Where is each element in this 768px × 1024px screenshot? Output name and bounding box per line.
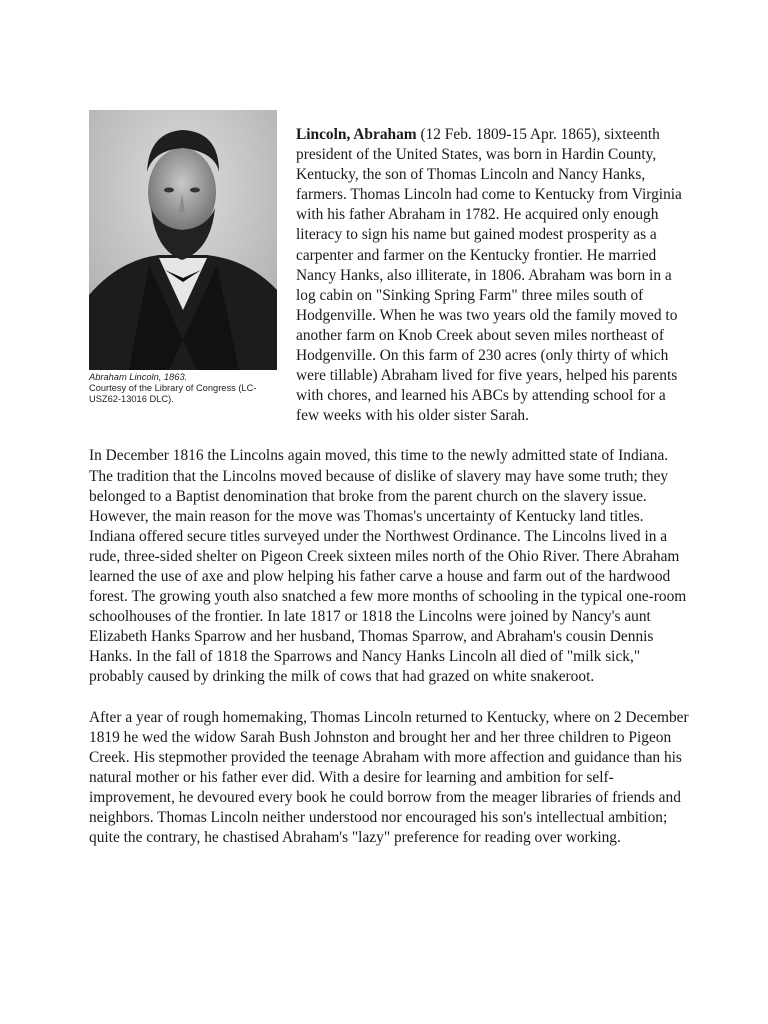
caption-title: Abraham Lincoln, 1863. [89, 372, 188, 382]
lincoln-portrait-photo [89, 110, 277, 370]
portrait-caption [89, 372, 279, 405]
intro-text: (12 Feb. 1809-15 Apr. 1865), sixteenth president of the United States, was born in Hardin County, Kentucky, the son of Thomas Lincoln and Nancy Hanks, farmers. Thomas Lincoln had come to Kentucky from Virginia with his father Abraham in 1782. He acquired only enough literacy to sign his name but gained modest prosperity as a carpenter and farmer on the Kentucky frontier. He married Nancy Hanks, also illiterate, in 1806. Abraham was born in a log cabin on "Sinking Spring Farm" three miles south of Hodgenville. When he was two years old the family moved to another farm on Knob Creek about seven miles northeast of Hodgenville. On this farm of 230 acres (only thirty of which were tillable) Abraham lived for five years, helped his parents with chores, and learned his ABCs by attending school for a few weeks with his older sister Sarah. [296, 126, 682, 425]
paragraph-3: After a year of rough homemaking, Thomas Lincoln returned to Kentucky, where on 2 December 1819 he wed the widow Sarah Bush Johnston and brought her and her three children to Pigeon Creek. His stepmother provided the teenage Abraham with more affection and guidance than his natural mother or his father ever did. With a desire for learning and ambition for self-improvement, he devoured every book he could borrow from the meager libraries of friends and neighbors. Thomas Lincoln neither understood nor encouraged his son's intellectual ambition; quite the contrary, he chastised Abraham's "lazy" preference for reading over working. [89, 708, 689, 847]
paragraph-2: In December 1816 the Lincolns again moved, this time to the newly admitted state of Indiana. The tradition that the Lincolns moved because of dislike of slavery may have some truth; they belonged to a Baptist denomination that broke from the parent church on the slavery issue. However, the main reason for the move was Thomas's uncertainty of Kentucky land titles. Indiana offered secure titles surveyed under the Northwest Ordinance. The Lincolns lived in a rude, three-sided shelter on Pigeon Creek sixteen miles north of the Ohio River. There Abraham learned the use of axe and plow helping his father carve a house and farm out of the hardwood forest. The growing youth also snatched a few more months of schooling in the typical one-room schoolhouses of the frontier. In late 1817 or 1818 the Lincolns were joined by Nancy's aunt Elizabeth Hanks Sparrow and her husband, Thomas Sparrow, and Abraham's cousin Dennis Hanks. In the fall of 1818 the Sparrows and Nancy Hanks Lincoln all died of "milk sick," probably caused by drinking the milk of cows that had grazed on white snakeroot. [89, 447, 687, 686]
caption-credit: Courtesy of the Library of Congress (LC-USZ62-13016 DLC). [89, 383, 257, 404]
portrait-figure [89, 110, 279, 405]
subject-name: Lincoln, Abraham [296, 126, 417, 143]
document-page [89, 110, 689, 868]
